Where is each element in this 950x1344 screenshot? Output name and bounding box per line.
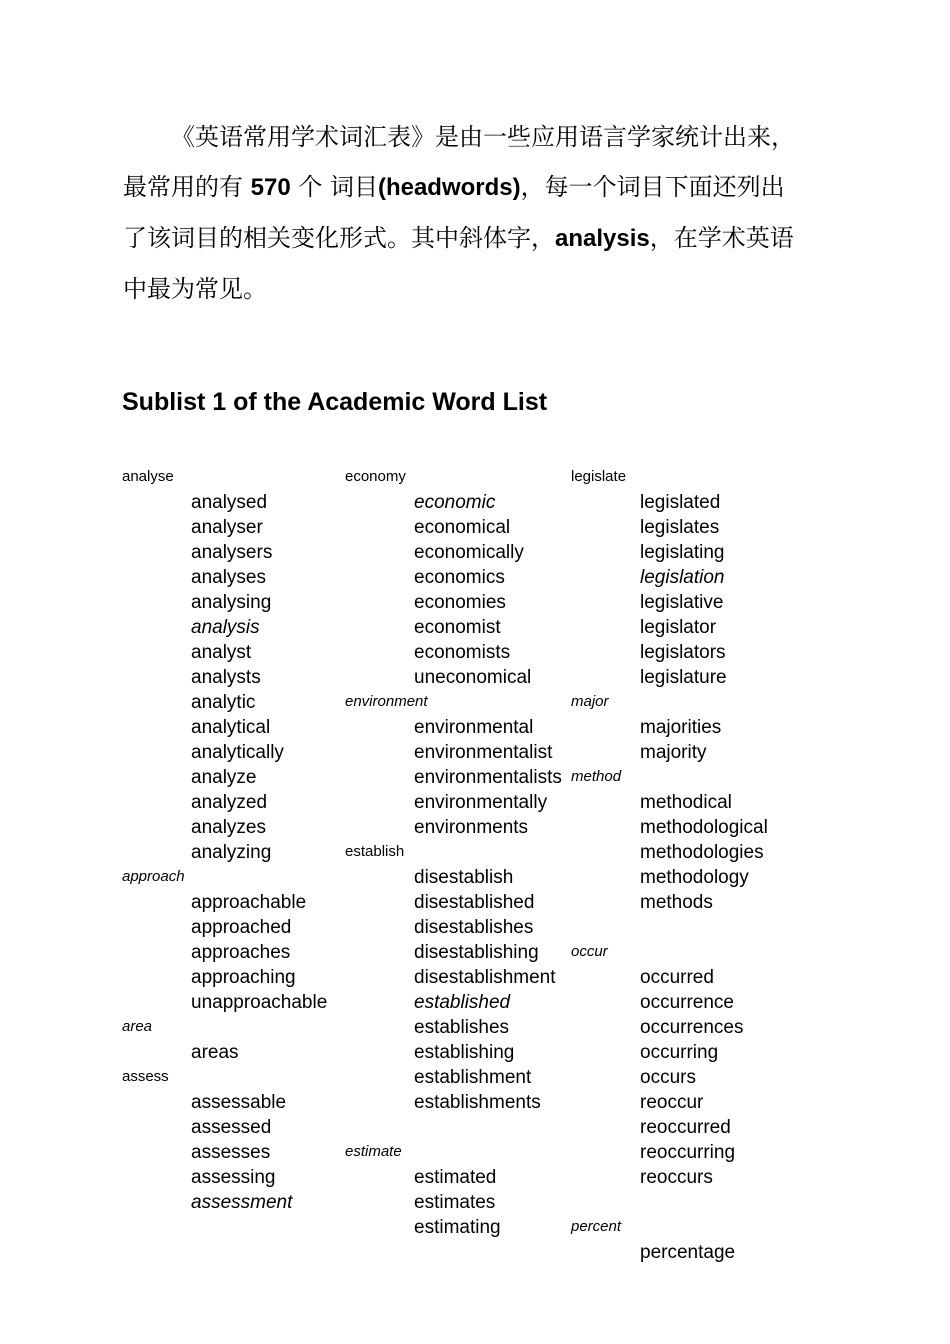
- word-form: economies: [414, 592, 506, 613]
- word-form: approaching: [191, 967, 296, 988]
- headword: percent: [571, 1218, 622, 1235]
- word-form: analyzed: [191, 792, 268, 813]
- word-form: analytic: [191, 692, 256, 713]
- word-form: legislates: [640, 517, 720, 538]
- word-form: reoccurring: [640, 1142, 736, 1163]
- headword: occur: [571, 943, 608, 960]
- word-form: economic: [414, 492, 496, 513]
- headwords-term: (headwords): [377, 174, 521, 201]
- spacer: [571, 1190, 797, 1215]
- word-form: establishes: [414, 1017, 510, 1038]
- word-form: methodology: [640, 867, 749, 888]
- word-form: analyzes: [191, 817, 266, 838]
- word-form: environmentalists: [414, 767, 562, 788]
- word-form: legislated: [640, 492, 721, 513]
- word-form: legislating: [640, 542, 725, 563]
- word-form: methods: [640, 892, 713, 913]
- intro-text: 了该词目的相关变化形式。其中斜体字，: [123, 224, 555, 252]
- intro-line: [123, 264, 843, 314]
- word-form: estimating: [414, 1217, 501, 1238]
- word-column: [345, 465, 571, 1240]
- word-form: legislative: [640, 592, 724, 613]
- intro-text: 《英语常用学术词汇表》是由一些应用语言学家统计出来，: [171, 123, 795, 151]
- word-form: occurred: [640, 967, 714, 988]
- word-form: established: [414, 992, 511, 1013]
- intro-paragraph: [123, 112, 843, 314]
- word-form: analyses: [191, 567, 266, 588]
- headword: major: [571, 693, 609, 710]
- word-form: analyzing: [191, 842, 272, 863]
- word-form: legislator: [640, 617, 717, 638]
- word-form: assesses: [191, 1142, 271, 1163]
- word-form: estimated: [414, 1167, 497, 1188]
- word-form: disestablishes: [414, 917, 534, 938]
- intro-text: 最常用的有: [123, 173, 251, 201]
- word-form: analysed: [191, 492, 268, 513]
- word-form: occurring: [640, 1042, 719, 1063]
- word-form: methodical: [640, 792, 732, 813]
- word-form: economist: [414, 617, 501, 638]
- word-form: unapproachable: [191, 992, 328, 1013]
- word-form: occurrence: [640, 992, 734, 1013]
- word-form: analyst: [191, 642, 252, 663]
- word-form: establishing: [414, 1042, 515, 1063]
- word-form: analytically: [191, 742, 284, 763]
- headword: method: [571, 768, 622, 785]
- word-count: 570: [250, 174, 291, 201]
- word-form: reoccur: [640, 1092, 704, 1113]
- word-form: analysers: [191, 542, 273, 563]
- headword: assess: [122, 1068, 169, 1085]
- word-form: disestablishing: [414, 942, 539, 963]
- word-form: disestablish: [414, 867, 514, 888]
- word-form: environmental: [414, 717, 534, 738]
- headword: area: [122, 1018, 153, 1035]
- word-form: disestablished: [414, 892, 535, 913]
- spacer: [345, 1115, 571, 1140]
- word-form: assessment: [191, 1192, 293, 1213]
- word-form: methodologies: [640, 842, 764, 863]
- word-form: assessing: [191, 1167, 276, 1188]
- word-form: approached: [191, 917, 292, 938]
- word-form: areas: [191, 1042, 239, 1063]
- word-form: establishments: [414, 1092, 541, 1113]
- word-form: legislature: [640, 667, 727, 688]
- spacer: [571, 915, 797, 940]
- word-form: analytical: [191, 717, 271, 738]
- word-form: reoccurred: [640, 1117, 731, 1138]
- headword: legislate: [571, 468, 627, 485]
- headword: establish: [345, 843, 405, 860]
- word-form: assessed: [191, 1117, 272, 1138]
- word-form: economically: [414, 542, 524, 563]
- word-form: analyze: [191, 767, 257, 788]
- intro-text: ，在学术英语: [649, 224, 794, 252]
- word-form: economists: [414, 642, 511, 663]
- example-word: analysis: [555, 225, 650, 252]
- word-form: analyser: [191, 517, 263, 538]
- headword: environment: [345, 693, 428, 710]
- intro-line: [123, 162, 843, 213]
- sublist-heading: Sublist 1 of the Academic Word List: [122, 388, 548, 416]
- word-form: majorities: [640, 717, 722, 738]
- word-form: legislators: [640, 642, 726, 663]
- headword: approach: [122, 868, 185, 885]
- word-form: assessable: [191, 1092, 287, 1113]
- intro-line: [123, 112, 843, 162]
- word-form: reoccurs: [640, 1167, 713, 1188]
- intro-line: [123, 213, 843, 264]
- word-form: majority: [640, 742, 707, 763]
- headword: analyse: [122, 468, 174, 485]
- word-form: occurs: [640, 1067, 696, 1088]
- headword: estimate: [345, 1143, 402, 1160]
- word-form: legislation: [640, 567, 725, 588]
- word-form: approaches: [191, 942, 291, 963]
- word-form: environmentalist: [414, 742, 553, 763]
- word-form: percentage: [640, 1242, 736, 1263]
- headword: economy: [345, 468, 406, 485]
- word-column: [122, 465, 348, 1215]
- word-form: establishment: [414, 1067, 532, 1088]
- word-form: estimates: [414, 1192, 496, 1213]
- word-form: disestablishment: [414, 967, 556, 988]
- word-form: environments: [414, 817, 529, 838]
- word-form: occurrences: [640, 1017, 744, 1038]
- word-column: [571, 465, 797, 1265]
- word-form: economics: [414, 567, 505, 588]
- word-form: analysts: [191, 667, 261, 688]
- intro-text: ，每一个词目下面还列出: [520, 173, 785, 201]
- word-form: uneconomical: [414, 667, 532, 688]
- word-form: analysing: [191, 592, 272, 613]
- word-form: approachable: [191, 892, 307, 913]
- intro-text: 个 词目: [290, 173, 378, 201]
- intro-text: 中最为常见。: [123, 275, 267, 303]
- word-form: analysis: [191, 617, 260, 638]
- word-form: methodological: [640, 817, 768, 838]
- word-form: environmentally: [414, 792, 548, 813]
- word-form: economical: [414, 517, 511, 538]
